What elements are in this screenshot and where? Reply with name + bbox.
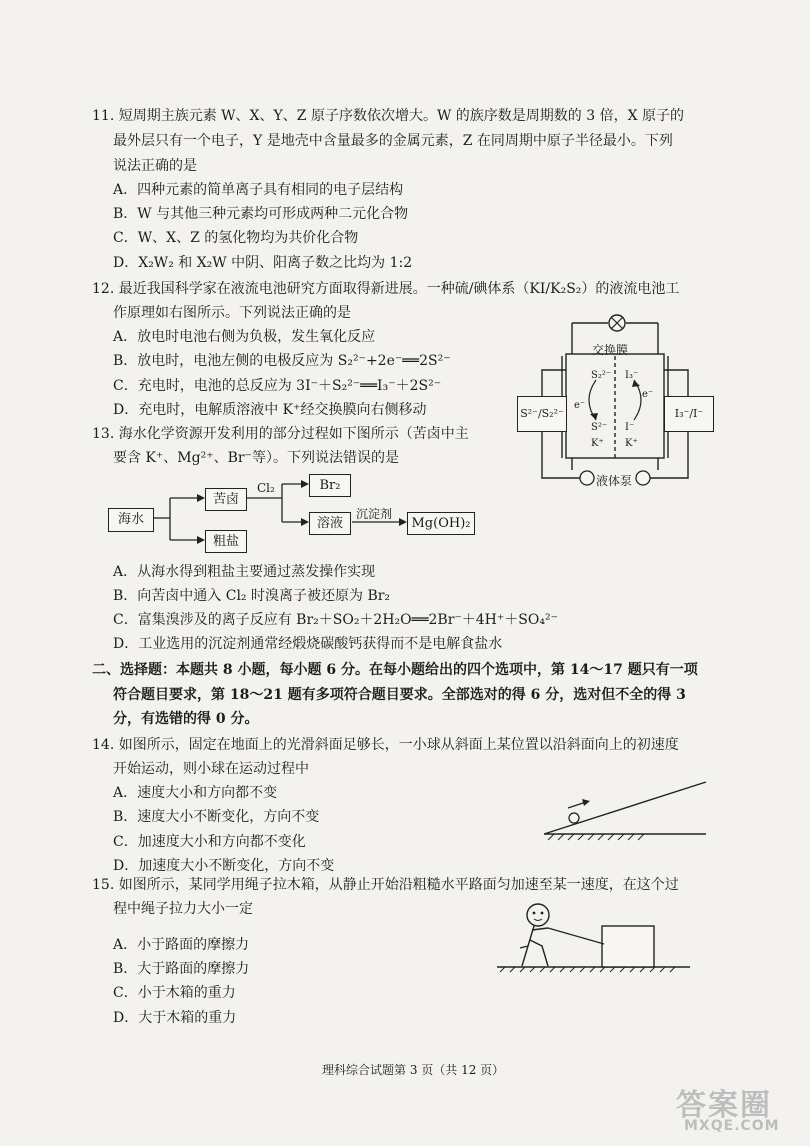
left-electron-label: e⁻: [574, 400, 586, 411]
magnesium-hydroxide-box: Mg(OH)₂: [407, 512, 475, 535]
section2-line1: 二、选择题：本题共 8 小题，每小题 6 分。在每小题给出的四个选项中，第 14～17 题只有一项: [92, 662, 698, 678]
right-top-species: I₃⁻: [625, 370, 639, 381]
q13-stem-line1: 13. 海水化学资源开发利用的部分过程如下图所示（苦卤中主: [92, 426, 469, 442]
left-potassium-label: K⁺: [591, 438, 604, 449]
crude-salt-box: 粗盐: [205, 530, 247, 553]
q13-option-c: C．富集溴涉及的离子反应有 Br₂＋SO₂＋2H₂O══2Br⁻＋4H⁺＋SO₄²⁻: [113, 612, 558, 628]
q11-option-d: D．X₂W₂ 和 X₂W 中阴、阳离子数之比均为 1:2: [113, 255, 413, 271]
q11-option-b: B．W 与其他三种元素均可形成两种二元化合物: [113, 206, 409, 222]
q15-stem-line1: 15. 如图所示，某同学用绳子拉木箱，从静止开始沿粗糙水平路面匀加速至某一速度，在这个过: [92, 877, 679, 893]
bittern-box: 苦卤: [205, 488, 247, 511]
left-top-species: S₂²⁻: [591, 370, 612, 381]
right-tank-box: I₃⁻/I⁻: [664, 396, 714, 432]
q11-stem-line1: 11. 短周期主族元素 W、X、Y、Z 原子序数依次增大。W 的族序数是周期数的 3 倍，X 原子的: [92, 108, 685, 124]
q12-stem-line1: 12. 最近我国科学家在液流电池研究方面取得新进展。一种硫/碘体系（KI/K₂S₂）的液流电池工: [92, 281, 680, 297]
q15-option-a: A．小于路面的摩擦力: [113, 937, 250, 953]
q15-option-b: B．大于路面的摩擦力: [113, 961, 250, 977]
section2-line2: 符合题目要求，第 18～21 题有多项符合题目要求。全部选对的得 6 分，选对但不全的得 3: [113, 687, 686, 703]
q12-option-b: B．放电时，电池左侧的电极反应为 S₂²⁻+2e⁻══2S²⁻: [113, 353, 451, 369]
q13-option-d: D．工业选用的沉淀剂通常经煅烧碳酸钙获得而不是电解食盐水: [113, 636, 503, 652]
pump-label: 液体泵: [596, 474, 633, 488]
q13-option-b: B．向苦卤中通入 Cl₂ 时溴离子被还原为 Br₂: [113, 588, 391, 604]
crate-icon: [602, 926, 654, 967]
q11-stem-line3: 说法正确的是: [113, 158, 197, 174]
q14-option-d: D．加速度大小不断变化，方向不变: [113, 858, 335, 874]
right-iodide-species: I⁻: [625, 422, 635, 433]
q13-stem-line2: 要含 K⁺、Mg²⁺、Br⁻等）。下列说法错误的是: [113, 450, 399, 466]
q15-option-d: D．大于木箱的重力: [113, 1010, 237, 1026]
q14-stem-line2: 开始运动，则小球在运动过程中: [113, 761, 309, 777]
section2-line3: 分，有选错的得 0 分。: [113, 711, 259, 727]
precipitant-label: 沉淀剂: [356, 507, 393, 521]
bromine-box: Br₂: [309, 474, 351, 497]
left-tank-box: S²⁻/S₂²⁻: [517, 396, 567, 432]
q15-option-c: C．小于木箱的重力: [113, 985, 236, 1001]
membrane-label: 交换膜: [592, 343, 629, 357]
right-electron-label: e⁻: [642, 389, 654, 400]
q13-option-a: A．从海水得到粗盐主要通过蒸发操作实现: [113, 564, 376, 580]
q11-option-c: C．W、X、Z 的氢化物均为共价化合物: [113, 230, 359, 246]
watermark-text: 答案圈: [676, 1088, 772, 1123]
q14-stem-line1: 14. 如图所示，固定在地面上的光滑斜面足够长，一小球从斜面上某位置以沿斜面向上的初速度: [92, 737, 679, 753]
q14-option-a: A．速度大小和方向都不变: [113, 785, 278, 801]
q11-option-a: A．四种元素的简单离子具有相同的电子层结构: [113, 182, 404, 198]
solution-box: 溶液: [309, 512, 351, 535]
q14-option-c: C．加速度大小和方向都不变化: [113, 834, 306, 850]
q12-option-c: C．充电时，电池的总反应为 3I⁻＋S₂²⁻══I₃⁻＋2S²⁻: [113, 378, 442, 394]
q12-stem-line2: 作原理如右图所示。下列说法正确的是: [113, 305, 351, 321]
q12-option-a: A．放电时电池右侧为负极，发生氧化反应: [113, 329, 376, 345]
chlorine-label: Cl₂: [257, 481, 275, 495]
right-potassium-label: K⁺: [625, 438, 638, 449]
q11-stem-line2: 最外层只有一个电子，Y 是地壳中含量最多的金属元素，Z 在同周期中原子半径最小。下列: [113, 133, 673, 149]
watermark-url: MXQE.COM: [684, 1118, 780, 1134]
q14-option-b: B．速度大小不断变化，方向不变: [113, 809, 320, 825]
left-sulfide-species: S²⁻: [591, 422, 608, 433]
q15-stem-line2: 程中绳子拉力大小一定: [113, 901, 253, 917]
q12-option-d: D．充电时，电解质溶液中 K⁺经交换膜向右侧移动: [113, 402, 427, 418]
page-footer: 理科综合试题第 3 页（共 12 页）: [322, 1063, 505, 1077]
seawater-box: 海水: [108, 508, 154, 532]
